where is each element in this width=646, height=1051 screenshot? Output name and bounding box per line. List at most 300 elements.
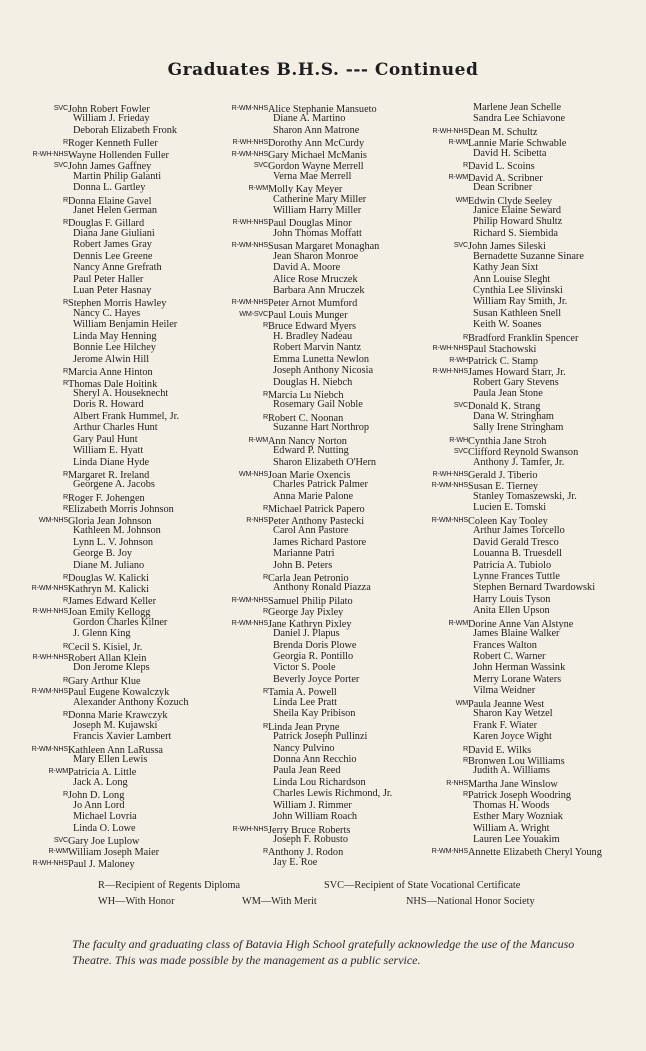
graduate-entry (419, 823, 641, 834)
graduate-entry (222, 159, 422, 173)
distinction-codes: R-WM-NHS (431, 846, 468, 856)
graduate-entry (222, 388, 422, 399)
graduate-name: Sheila Kay Pribison (273, 708, 356, 720)
graduate-entry (26, 479, 216, 490)
graduate-name: Philip Howard Shultz (473, 216, 563, 228)
graduate-name: Dean M. Schultz (468, 126, 538, 138)
graduate-entry (26, 617, 216, 628)
graduate-name: Stanley Tomaszewski, Jr. (473, 490, 577, 502)
graduate-entry (26, 342, 216, 353)
graduate-name: John D. Long (68, 790, 125, 802)
distinction-codes: R-WM-NHS (31, 583, 68, 593)
graduate-name: Bonnie Lee Hilchey (73, 342, 156, 354)
page-title: Graduates B.H.S. --- Continued (167, 60, 479, 80)
graduate-entry (222, 399, 422, 410)
graduate-entry (222, 720, 422, 731)
graduate-entry (419, 457, 641, 468)
graduate-name: Karen Joyce Wight (473, 731, 552, 743)
distinction-codes: SVC (253, 160, 268, 170)
distinction-codes: R-WH (449, 354, 468, 364)
distinction-codes: R-WM-NHS (231, 594, 268, 604)
graduate-name: Annette Elizabeth Cheryl Young (468, 847, 602, 859)
graduate-entry (419, 685, 641, 696)
graduate-entry (26, 331, 216, 342)
distinction-codes: R (63, 217, 68, 227)
graduate-entry (26, 720, 216, 731)
graduate-name: Janet Helen German (73, 204, 158, 216)
graduate-entry (222, 674, 422, 685)
graduate-entry (26, 674, 216, 685)
graduate-entry (419, 422, 641, 433)
graduate-name: Charles Patrick Palmer (273, 479, 368, 491)
graduate-entry (222, 422, 422, 433)
graduate-name: Marcia Anne Hinton (68, 367, 153, 379)
graduate-name: Suzanne Hart Northrop (273, 422, 370, 434)
distinction-codes: WM (455, 697, 468, 707)
graduate-name: Alice Stephanie Mansueto (268, 104, 377, 115)
graduate-entry (419, 548, 641, 559)
graduate-name: Molly Kay Meyer (268, 184, 343, 196)
graduate-entry (419, 205, 641, 216)
graduate-name: Victor S. Poole (273, 662, 336, 674)
graduate-name: Samuel Philip Pilato (268, 595, 353, 607)
graduate-entry (419, 845, 641, 859)
graduate-entry (222, 296, 422, 310)
graduate-entry (26, 262, 216, 273)
graduate-name: Lauren Lee Youakim (473, 834, 560, 845)
graduate-entry (26, 148, 216, 159)
graduate-entry (26, 365, 216, 379)
graduate-name: Donna L. Gartley (73, 182, 146, 194)
graduate-entry (222, 354, 422, 365)
graduate-entry (26, 159, 216, 173)
graduate-name: Jean Sharon Monroe (273, 250, 359, 262)
graduate-entry (419, 834, 641, 845)
graduate-name: Michael Lovria (73, 811, 137, 823)
graduate-name: Ann Louise Sleght (473, 273, 551, 285)
graduate-name: Frank F. Wiater (473, 719, 538, 731)
distinction-codes: R (63, 137, 68, 147)
graduate-name: Bradford Franklin Spencer (468, 332, 579, 344)
graduate-entry (222, 285, 422, 296)
graduate-name: Harry Louis Tyson (473, 593, 551, 605)
distinction-codes: R-WM-NHS (231, 617, 268, 627)
graduate-entry (222, 560, 422, 571)
distinction-codes: R (263, 388, 268, 398)
distinction-codes: R (63, 674, 68, 684)
graduate-entry (419, 262, 641, 273)
graduate-name: Marcia Lu Niebch (268, 389, 344, 401)
graduate-name: Jerry Bruce Roberts (268, 824, 351, 836)
graduate-entry (26, 194, 216, 205)
graduate-name: Janice Elaine Seward (473, 204, 562, 216)
graduate-name: Joseph Anthony Nicosia (273, 365, 374, 377)
graduate-name: Patricia A. Tubiolo (473, 559, 552, 571)
graduate-entry (222, 571, 422, 582)
graduate-name: Anthony J. Rodon (268, 847, 344, 859)
distinction-codes: R (463, 743, 468, 753)
graduate-entry (26, 205, 216, 216)
distinction-codes: R-NHS (446, 777, 468, 787)
graduate-entry (222, 800, 422, 811)
graduate-entry (222, 594, 422, 605)
graduate-name: Robert James Gray (73, 239, 152, 251)
graduate-entry (26, 823, 216, 834)
graduate-entry (419, 319, 641, 330)
graduate-name: Joan Emily Kellogg (68, 607, 151, 619)
graduate-name: Diane A. Martino (273, 113, 346, 125)
graduate-entry (222, 605, 422, 619)
graduate-entry (26, 228, 216, 239)
graduate-entry (222, 457, 422, 468)
graduate-name: Arthur Charles Hunt (73, 422, 158, 434)
distinction-codes: R-WM-NHS (431, 480, 468, 490)
graduate-entry (419, 113, 641, 124)
distinction-codes: R-WM (448, 171, 468, 181)
graduate-entry (222, 491, 422, 502)
graduate-entry (222, 582, 422, 593)
graduate-name: Robert Allan Klein (68, 653, 147, 664)
distinction-codes: WM-SVC (239, 308, 268, 318)
acknowledgment-text: The faculty and graduating class of Batavia High School gratefully acknowledge the use of the Mancuso Theatre. This was made possible by the management as a public service. (72, 937, 575, 967)
graduate-name: William J. Rimmer (273, 799, 352, 811)
graduate-entry (419, 342, 641, 356)
graduate-name: John Herman Wassink (473, 662, 566, 674)
graduate-entry (26, 662, 216, 673)
distinction-codes: R (263, 720, 268, 730)
graduate-name: Paul Eugene Kowalczyk (68, 687, 170, 699)
graduate-name: Daniel J. Plapus (273, 628, 340, 640)
distinction-codes: R (63, 594, 68, 604)
graduate-entry (222, 617, 422, 628)
graduate-entry (419, 354, 641, 365)
graduate-name: Roger Kenneth Fuller (68, 138, 158, 150)
graduate-entry (26, 491, 216, 502)
graduate-entry (26, 514, 216, 525)
graduate-entry (419, 182, 641, 193)
graduate-name: Roger F. Johengen (68, 492, 145, 504)
graduate-name: Martin Philip Galanti (73, 170, 162, 182)
graduate-name: Carol Ann Pastore (273, 525, 349, 537)
graduate-entry (419, 171, 641, 182)
graduate-name: Peter Anthony Pastecki (268, 515, 365, 527)
graduate-entry (222, 148, 422, 159)
graduate-entry (222, 777, 422, 788)
graduate-name: Anita Ellen Upson (473, 605, 550, 617)
graduate-name: Dorothy Ann McCurdy (268, 138, 365, 150)
graduate-entry (26, 560, 216, 571)
graduate-entry (26, 285, 216, 296)
graduate-name: Lynne Frances Tuttle (473, 570, 560, 582)
graduate-name: James Howard Starr, Jr. (468, 367, 566, 379)
graduate-name: Carla Jean Petronio (268, 572, 349, 584)
graduate-entry (419, 777, 641, 788)
graduate-name: Don Jerome Kleps (73, 662, 150, 674)
graduate-entry (419, 445, 641, 459)
graduate-entry (419, 228, 641, 239)
graduate-name: Nancy C. Hayes (73, 307, 141, 319)
distinction-codes: SVC (453, 240, 468, 250)
graduate-entry (419, 811, 641, 822)
graduate-name: Coleen Kay Tooley (468, 515, 548, 527)
graduate-entry (419, 365, 641, 379)
graduate-name: Keith W. Soanes (473, 319, 542, 331)
graduate-name: Sheryl A. Houseknecht (73, 387, 169, 399)
graduate-entry (419, 331, 641, 342)
distinction-codes: R-WH-NHS (32, 148, 68, 158)
graduate-name: Susan E. Tierney (468, 481, 539, 493)
distinction-codes: R (463, 789, 468, 799)
graduate-entry (419, 731, 641, 742)
graduate-entry (26, 411, 216, 422)
distinction-codes: R (63, 194, 68, 204)
graduate-name: William Harry Miller (273, 204, 362, 216)
graduate-entry (419, 194, 641, 205)
graduate-entry (419, 285, 641, 296)
graduate-name: Louanna B. Truesdell (473, 548, 562, 560)
distinction-codes: WM (455, 194, 468, 204)
graduate-name: Dorine Anne Van Alstyne (468, 618, 574, 630)
graduate-name: Linda May Henning (73, 330, 157, 342)
graduate-entry (419, 308, 641, 319)
graduate-entry (26, 445, 216, 456)
graduate-entry (222, 239, 422, 253)
graduate-entry (419, 754, 641, 765)
distinction-codes: R-WH-NHS (232, 217, 268, 227)
graduate-name: Kathryn M. Kalicki (68, 584, 149, 596)
graduate-entry (26, 388, 216, 399)
graduate-entry (222, 537, 422, 548)
graduate-name: Joseph M. Kujawski (73, 719, 158, 731)
distinction-codes: R-WM (48, 766, 68, 776)
distinction-codes: R-WH-NHS (32, 857, 68, 867)
graduate-name: Kathy Jean Sixt (473, 262, 539, 274)
graduate-entry (419, 502, 641, 513)
graduate-entry (26, 125, 216, 136)
graduate-name: Sharon Elizabeth O'Hern (273, 456, 377, 468)
graduate-entry (419, 800, 641, 811)
graduate-entry (26, 640, 216, 651)
graduate-name: Nancy Pulvino (273, 742, 335, 754)
graduate-name: Robert C. Noonan (268, 412, 344, 424)
graduate-entry (222, 342, 422, 353)
graduate-name: Sandra Lee Schiavone (473, 113, 566, 125)
graduate-entry (419, 640, 641, 651)
distinction-codes: R-WH-NHS (432, 469, 468, 478)
graduate-name: Cynthia Jane Stroh (468, 435, 547, 447)
graduate-entry (222, 754, 422, 765)
graduate-name: Doris R. Howard (73, 399, 144, 411)
graduate-entry (222, 651, 422, 662)
distinction-codes: R (63, 640, 68, 650)
graduate-name: Edward P. Nutting (273, 445, 349, 457)
graduate-entry (26, 502, 216, 516)
graduate-entry (419, 468, 641, 479)
graduate-entry (419, 674, 641, 685)
graduate-entry (419, 617, 641, 628)
graduate-entry (26, 857, 216, 868)
graduate-name: Charles Lewis Richmond, Jr. (273, 788, 393, 800)
graduate-entry (419, 251, 641, 262)
graduate-entry (419, 491, 641, 502)
graduate-name: Bernadette Suzanne Sinare (473, 250, 584, 262)
graduate-entry (419, 399, 641, 413)
graduate-entry (222, 102, 422, 113)
graduate-name: Stephen Bernard Twardowski (473, 582, 596, 594)
graduate-name: Douglas W. Kalicki (68, 572, 149, 584)
graduate-name: Gerald J. Tiberio (468, 470, 538, 481)
graduate-entry (26, 685, 216, 699)
graduate-name: Jo Ann Lord (73, 799, 125, 811)
graduate-entry (26, 582, 216, 596)
distinction-codes: R-WH-NHS (32, 606, 68, 616)
graduate-entry (26, 731, 216, 742)
distinction-codes: R (463, 160, 468, 170)
graduate-entry (222, 823, 422, 834)
graduate-name: Ann Nancy Norton (268, 435, 347, 447)
graduate-name: Edwin Clyde Seeley (468, 195, 553, 207)
graduate-entry (222, 731, 422, 742)
graduate-name: Douglas H. Niebch (273, 376, 353, 388)
graduate-entry (222, 182, 422, 196)
graduate-name: Linda Jean Pryne (268, 721, 340, 733)
graduate-name: James Blaine Walker (473, 628, 560, 640)
graduate-entry (26, 457, 216, 468)
graduate-name: Frances Walton (473, 639, 537, 651)
graduate-entry (222, 411, 422, 422)
graduate-entry (222, 331, 422, 342)
graduate-entry (26, 845, 216, 859)
graduate-name: Jack A. Long (73, 776, 128, 788)
graduate-name: Marianne Patri (273, 548, 335, 560)
graduate-entry (26, 628, 216, 639)
graduate-name: Esther Mary Wozniak (473, 811, 563, 823)
distinction-codes: R (63, 491, 68, 501)
graduate-entry (222, 628, 422, 639)
distinction-codes: R (263, 686, 268, 696)
graduate-name: Joan Marie Oxencis (268, 470, 351, 481)
graduate-name: Vilma Weidner (473, 685, 536, 697)
graduate-entry (26, 594, 216, 605)
graduate-name: Sally Irene Stringham (473, 422, 564, 434)
graduate-entry (419, 377, 641, 388)
graduate-entry (26, 274, 216, 285)
graduate-entry (419, 743, 641, 754)
graduate-name: William Benjamin Heiler (73, 319, 178, 331)
distinction-codes: WM-NHS (38, 514, 68, 524)
graduate-entry (26, 296, 216, 310)
graduate-name: Lucien E. Tomski (473, 502, 547, 514)
graduate-name: Donna Elaine Gavel (68, 195, 152, 207)
graduate-name: Bruce Edward Myers (268, 321, 357, 333)
graduate-entry (26, 525, 216, 536)
graduate-entry (419, 102, 641, 113)
legend-with-merit: WM—With Merit (242, 896, 317, 907)
graduate-entry (222, 468, 422, 479)
distinction-codes: R (463, 754, 468, 764)
distinction-codes: R-WH-NHS (432, 366, 468, 376)
distinction-codes: R (63, 503, 68, 513)
graduate-name: Donald K. Strang (468, 401, 541, 413)
graduate-name: Cecil S. Kisiel, Jr. (68, 641, 143, 653)
distinction-codes: R (63, 571, 68, 581)
graduate-entry (26, 468, 216, 479)
distinction-codes: SVC (53, 103, 68, 112)
graduate-entry (222, 136, 422, 150)
graduate-name: Gordon Charles Kilner (73, 616, 168, 628)
distinction-codes: R-WM (248, 183, 268, 193)
graduate-entry (419, 560, 641, 571)
graduate-name: Richard S. Siembida (473, 227, 558, 239)
graduate-entry (26, 811, 216, 822)
distinction-codes: R (463, 331, 468, 341)
graduate-name: Susan Margaret Monaghan (268, 241, 380, 253)
graduate-name: Diana Jane Giuliani (73, 227, 155, 239)
graduate-entry (222, 216, 422, 230)
graduate-entry (26, 377, 216, 388)
graduate-name: John Robert Fowler (68, 104, 150, 115)
graduate-entry (26, 319, 216, 330)
distinction-codes: R (63, 377, 68, 387)
legend-regents: R—Recipient of Regents Diploma (98, 880, 241, 891)
graduate-entry (222, 262, 422, 273)
graduate-name: Margaret R. Ireland (68, 470, 150, 481)
graduate-name: H. Bradley Nadeau (273, 330, 353, 342)
graduate-entry (419, 594, 641, 605)
distinction-codes: R (63, 297, 68, 307)
distinction-codes: R (63, 366, 68, 376)
distinction-codes: R-WH-NHS (432, 125, 468, 135)
graduate-entry (419, 605, 641, 616)
distinction-codes: R-NHS (246, 514, 268, 524)
graduate-name: Gary Paul Hunt (73, 433, 138, 445)
distinction-codes: R (63, 709, 68, 719)
graduate-name: John Thomas Moffatt (273, 227, 362, 239)
graduate-entry (26, 182, 216, 193)
graduate-name: Barbara Ann Mruczek (273, 285, 365, 296)
graduate-name: Clifford Reynold Swanson (468, 447, 579, 459)
graduate-entry (26, 216, 216, 230)
graduate-entry (26, 834, 216, 845)
graduate-entry (419, 136, 641, 150)
graduate-entry (26, 743, 216, 754)
graduate-name: Wayne Hollenden Fuller (68, 149, 169, 161)
graduate-name: Verna Mae Merrell (273, 170, 352, 182)
graduate-entry (222, 685, 422, 699)
graduate-entry (222, 171, 422, 182)
graduate-name: Paul J. Maloney (68, 858, 135, 870)
graduate-entry (222, 697, 422, 708)
distinction-codes: R-WM (448, 617, 468, 627)
graduate-entry (26, 548, 216, 559)
graduate-name: Mary Ellen Lewis (73, 753, 148, 765)
graduate-entry (419, 697, 641, 708)
distinction-codes: R-WH-NHS (232, 137, 268, 147)
graduate-entry (419, 628, 641, 639)
graduate-name: Alice Rose Mruczek (273, 273, 358, 285)
graduate-name: Paul Douglas Minor (268, 218, 352, 230)
graduate-name: Lannie Marie Schwable (468, 138, 567, 150)
legend-vocational: SVC—Recipient of State Vocational Certificate (324, 880, 521, 891)
graduate-name: Thomas H. Woods (473, 799, 550, 811)
distinction-codes: R (263, 503, 268, 513)
graduate-name: William J. Frieday (73, 113, 150, 125)
graduate-name: Francis Xavier Lambert (73, 731, 172, 743)
graduate-entry (419, 159, 641, 173)
graduate-name: Georgene A. Jacobs (73, 479, 155, 491)
graduate-name: Jerome Alwin Hill (73, 353, 150, 365)
graduate-entry (222, 811, 422, 822)
